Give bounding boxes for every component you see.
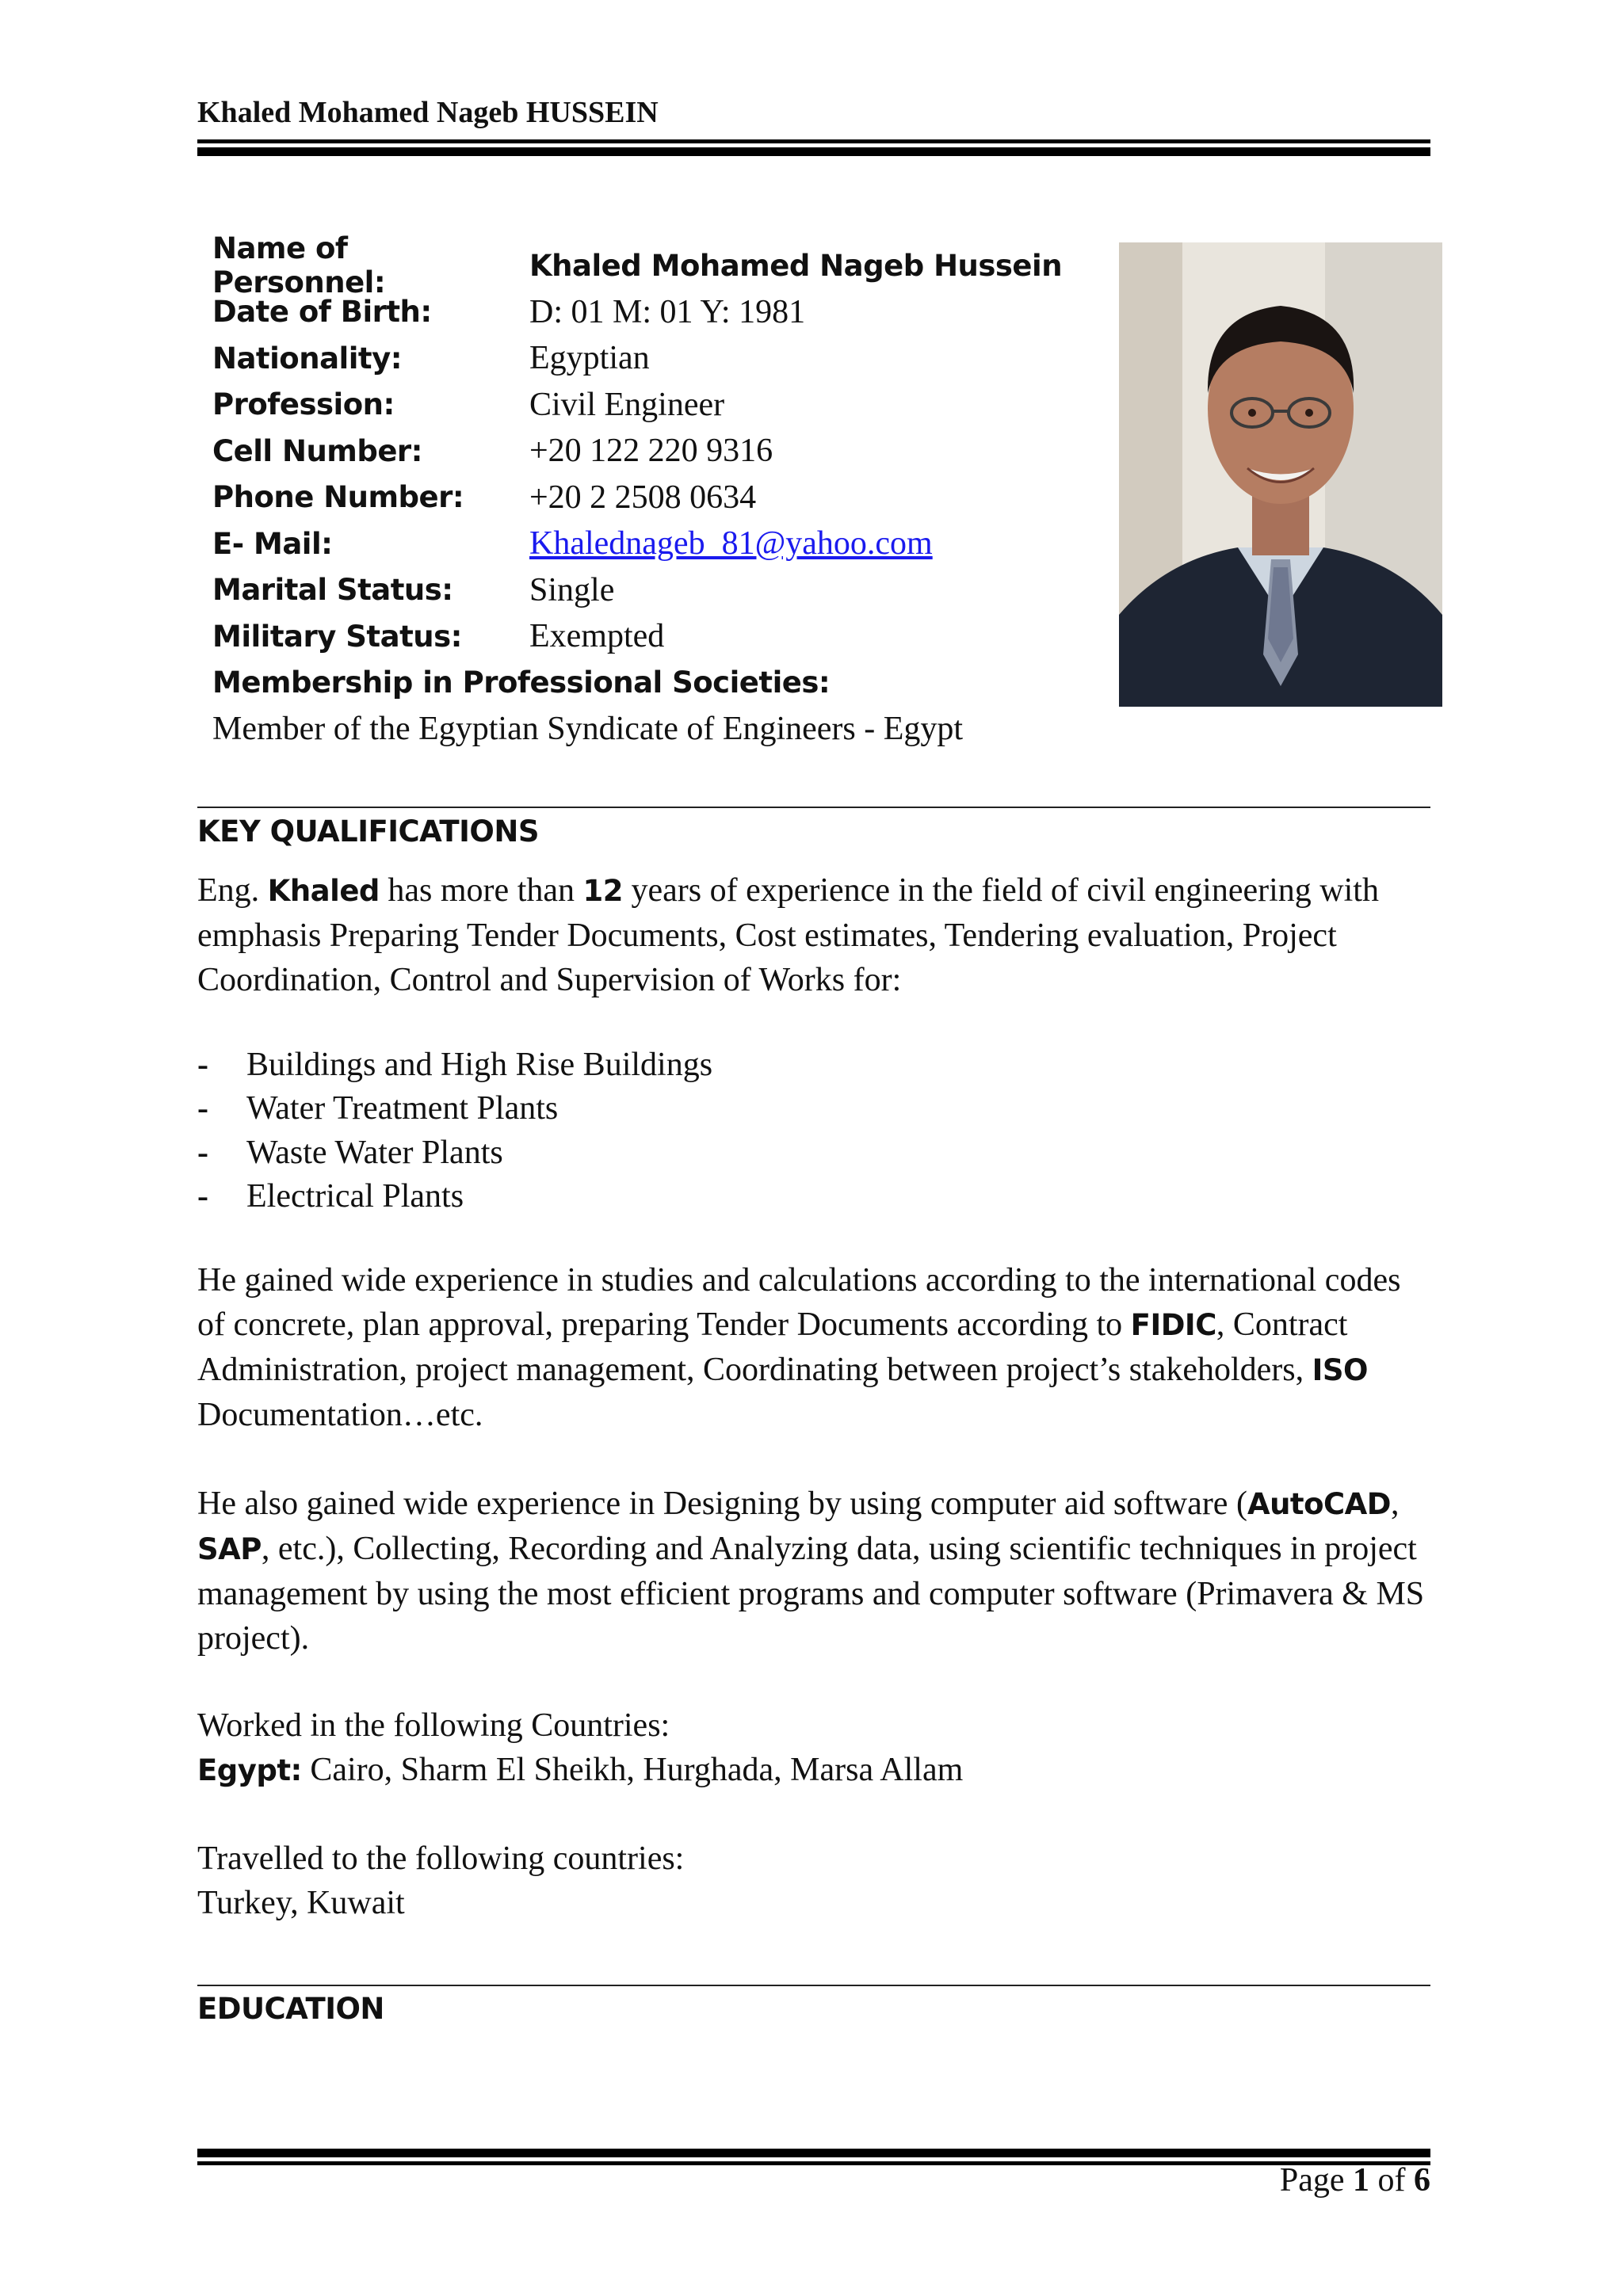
text-run: He also gained wide experience in Designing by using computer aid software (: [197, 1486, 1247, 1522]
personal-info-block: [212, 231, 1084, 753]
info-label: Marital Status:: [212, 573, 453, 608]
countries-intro: Worked in the following Countries:: [197, 1707, 670, 1744]
footer-rule-thick: [197, 2149, 1430, 2157]
qualifications-paragraph-2: [197, 1258, 1430, 1437]
egypt-label: Egypt:: [197, 1753, 302, 1787]
current-page: 1: [1353, 2162, 1369, 2199]
list-item: [197, 1043, 1386, 1087]
highlight-autocad: AutoCAD: [1247, 1487, 1392, 1521]
highlight-name: Khaled: [267, 874, 380, 908]
bullet-marker: -: [197, 1178, 208, 1215]
info-row-phone: [212, 475, 1084, 521]
text-run: He gained wide experience in studies and calculations according to the international codes of concrete, plan approval, preparing Tender Documents according to: [197, 1262, 1401, 1343]
info-value-dob: D: 01 M: 01 Y: 1981: [529, 293, 806, 330]
info-row-email: [212, 521, 1084, 567]
bullet-marker: -: [197, 1134, 208, 1171]
section-title-education: EDUCATION: [197, 1992, 384, 2026]
list-item-text: Electrical Plants: [246, 1178, 464, 1215]
highlight-years: 12: [582, 874, 623, 908]
document-header-title: Khaled Mohamed Nageb HUSSEIN: [197, 96, 659, 129]
section-title-key-qualifications: KEY QUALIFICATIONS: [197, 814, 539, 849]
info-value-cell: +20 122 220 9316: [529, 433, 773, 470]
travel-intro: Travelled to the following countries:: [197, 1840, 685, 1877]
info-value-phone: +20 2 2508 0634: [529, 479, 757, 516]
profile-photo: [1119, 242, 1442, 707]
info-label: Phone Number:: [212, 480, 464, 515]
highlight-sap: SAP: [197, 1532, 262, 1566]
list-item: [197, 1175, 1386, 1219]
header-rule-thin: [197, 139, 1430, 143]
info-value-nationality: Egyptian: [529, 340, 650, 377]
info-row-marital: [212, 567, 1084, 614]
section-divider: [197, 807, 1430, 808]
text-run: , etc.), Collecting, Recording and Analyzing data, using scientific techniques in project management by using the most efficient programs and computer software (Primavera & MS project).: [197, 1531, 1425, 1657]
travel-list: Turkey, Kuwait: [197, 1885, 405, 1921]
text-run: , Contract Administration, project management, Coordinating between project’s stakeholders,: [197, 1306, 1348, 1388]
egypt-line: [197, 1748, 1430, 1793]
qualifications-paragraph-3: [197, 1482, 1430, 1661]
list-item-text: Buildings and High Rise Buildings: [246, 1046, 713, 1083]
info-label: E- Mail:: [212, 526, 333, 561]
info-label: Date of Birth:: [212, 295, 432, 330]
info-label: Profession:: [212, 387, 395, 422]
countries-worked: [197, 1703, 1430, 1793]
info-label: Cell Number:: [212, 433, 422, 468]
list-item: [197, 1087, 1386, 1131]
footer-rule-thin: [197, 2161, 1430, 2165]
total-pages: 6: [1414, 2162, 1430, 2199]
list-item-text: Waste Water Plants: [246, 1134, 503, 1171]
text-run: Page: [1279, 2162, 1353, 2199]
bullet-marker: -: [197, 1090, 208, 1127]
info-value-name: Khaled Mohamed Nageb Hussein: [529, 248, 1063, 283]
info-label: Nationality:: [212, 341, 402, 376]
info-row-dob: [212, 289, 1084, 336]
info-value-profession: Civil Engineer: [529, 386, 725, 423]
info-row-cell: [212, 428, 1084, 475]
info-row-profession: [212, 382, 1084, 429]
text-run: Eng.: [197, 872, 268, 909]
list-item: [197, 1131, 1386, 1175]
egypt-cities: Cairo, Sharm El Sheikh, Hurghada, Marsa Allam: [301, 1752, 964, 1788]
qualifications-paragraph-1: [197, 868, 1430, 1002]
info-row-nationality: [212, 335, 1084, 382]
info-label: Name of Personnel:: [212, 231, 386, 300]
info-value-military: Exempted: [529, 618, 665, 655]
header-rule-thick: [197, 147, 1430, 156]
bullet-marker: -: [197, 1046, 208, 1083]
membership-label: Membership in Professional Societies:: [212, 666, 831, 700]
section-divider: [197, 1985, 1430, 1986]
info-label: Military Status:: [212, 619, 462, 654]
text-run: Documentation…etc.: [197, 1397, 483, 1433]
list-item-text: Water Treatment Plants: [246, 1090, 559, 1127]
text-run: has more than: [379, 872, 583, 909]
highlight-fidic: FIDIC: [1130, 1308, 1216, 1342]
membership-value: Member of the Egyptian Syndicate of Engineers - Egypt: [212, 711, 964, 748]
text-run: of: [1369, 2162, 1414, 2199]
experience-bullet-list: [197, 1043, 1386, 1219]
text-run: ,: [1391, 1486, 1400, 1522]
page-number: [1280, 2161, 1430, 2199]
highlight-iso: ISO: [1312, 1353, 1369, 1387]
info-value-marital: Single: [529, 571, 615, 608]
info-row-military: [212, 613, 1084, 660]
text-run: years of experience in the field of civil engineering with emphasis Preparing Tender Documents, Cost estimates, Tendering evaluation, Project Coordination, Control and Supervision of Works for:: [197, 872, 1379, 998]
profile-photo-illustration: [1119, 242, 1442, 707]
info-row-name: [212, 231, 1084, 300]
countries-travelled: [197, 1836, 1430, 1925]
email-link[interactable]: Khalednageb_81@yahoo.com: [529, 525, 933, 563]
